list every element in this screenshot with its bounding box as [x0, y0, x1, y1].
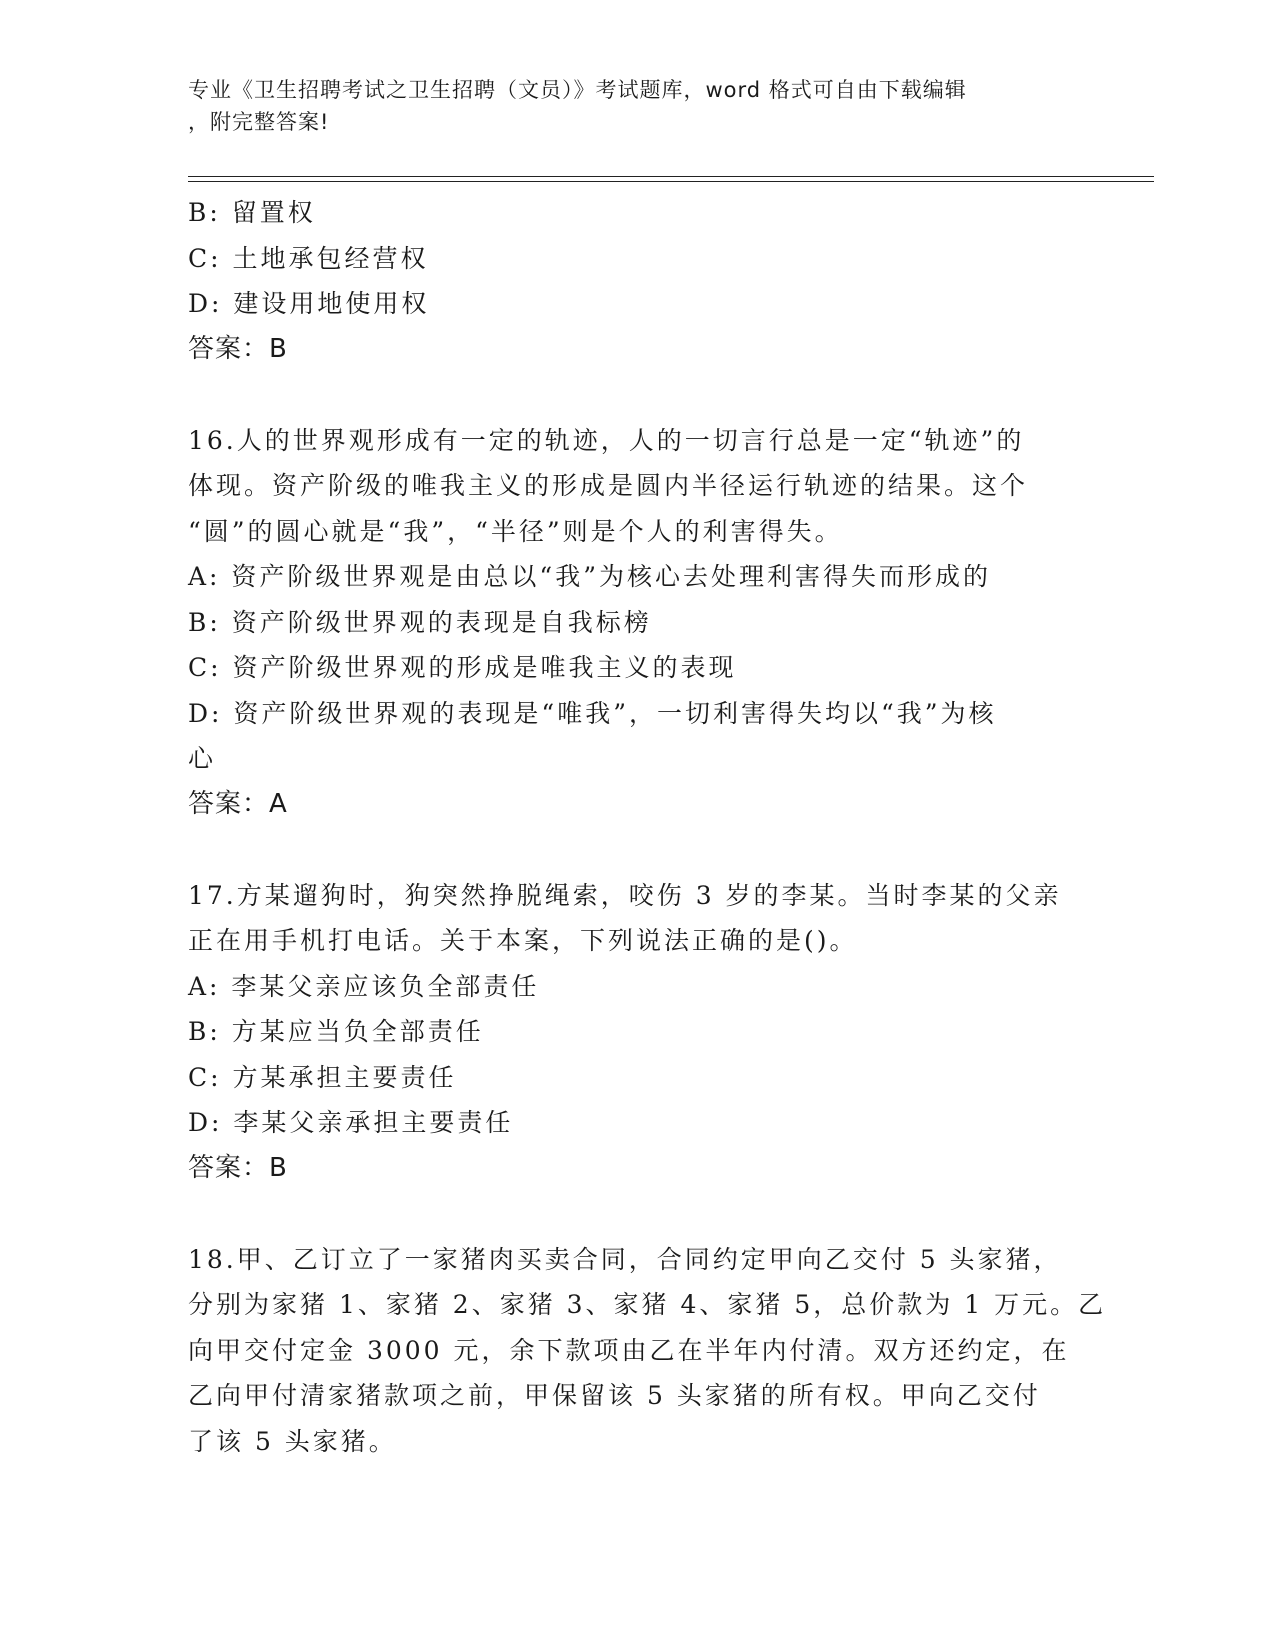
- question-18: [188, 1237, 1107, 1465]
- question-text-line: 分别为家猪 1、家猪 2、家猪 3、家猪 4、家猪 5，总价款为 1 万元。乙: [188, 1290, 1107, 1319]
- option-c: C: 土地承包经营权: [188, 243, 429, 273]
- header-divider-top: [188, 176, 1154, 177]
- question-text-line: 向甲交付定金 3000 元，余下款项由乙在半年内付清。双方还约定，在: [188, 1335, 1070, 1365]
- option-d: D: 李某父亲承担主要责任: [188, 1108, 514, 1137]
- option-d-continuation: 心: [188, 744, 217, 773]
- option-d: D: 建设用地使用权: [188, 289, 430, 318]
- header-line-2: ，附完整答案!: [188, 110, 330, 134]
- option-b: B: 留置权: [188, 198, 316, 227]
- question-text-line: 16.人的世界观形成有一定的轨迹，人的一切言行总是一定“轨迹”的: [188, 425, 1025, 455]
- answer: 答案：B: [188, 333, 288, 364]
- question-text-line: 18.甲、乙订立了一家猪肉买卖合同，合同约定甲向乙交付 5 头家猪，: [188, 1244, 1062, 1274]
- spacer: [188, 1191, 1088, 1237]
- question-17: [188, 873, 1088, 1192]
- answer: 答案：A: [188, 788, 288, 819]
- header-line-1: 专业《卫生招聘考试之卫生招聘（文员）》考试题库，word 格式可自由下载编辑: [188, 78, 967, 102]
- document-header: [188, 74, 1068, 138]
- option-b: B: 资产阶级世界观的表现是自我标榜: [188, 607, 652, 637]
- option-a: A: 资产阶级世界观是由总以“我”为核心去处理利害得失而形成的: [188, 562, 991, 591]
- question-text-line: 了该 5 头家猪。: [188, 1426, 397, 1456]
- spacer: [188, 372, 1088, 418]
- question-text-line: “圆”的圆心就是“我”，“半径”则是个人的利害得失。: [188, 516, 843, 546]
- option-b: B: 方某应当负全部责任: [188, 1017, 484, 1046]
- question-16: [188, 418, 1088, 828]
- carryover-options: [188, 190, 1088, 327]
- question-text-line: 体现。资产阶级的唯我主义的形成是圆内半径运行轨迹的结果。这个: [188, 471, 1029, 500]
- header-divider-bottom: [188, 181, 1154, 182]
- option-c: C: 方某承担主要责任: [188, 1062, 457, 1092]
- document-body: [188, 190, 1107, 1464]
- option-d: D: 资产阶级世界观的表现是“唯我”，一切利害得失均以“我”为核: [188, 698, 997, 728]
- question-text-line: 乙向甲付清家猪款项之前，甲保留该 5 头家猪的所有权。甲向乙交付: [188, 1381, 1041, 1410]
- question-text-line: 17.方某遛狗时，狗突然挣脱绳索，咬伤 3 岁的李某。当时李某的父亲: [188, 880, 1062, 910]
- question-text-line: 正在用手机打电话。关于本案，下列说法正确的是()。: [188, 926, 858, 955]
- spacer: [188, 827, 1088, 873]
- answer: 答案：B: [188, 1152, 288, 1183]
- option-a: A: 李某父亲应该负全部责任: [188, 971, 540, 1001]
- option-c: C: 资产阶级世界观的形成是唯我主义的表现: [188, 653, 737, 682]
